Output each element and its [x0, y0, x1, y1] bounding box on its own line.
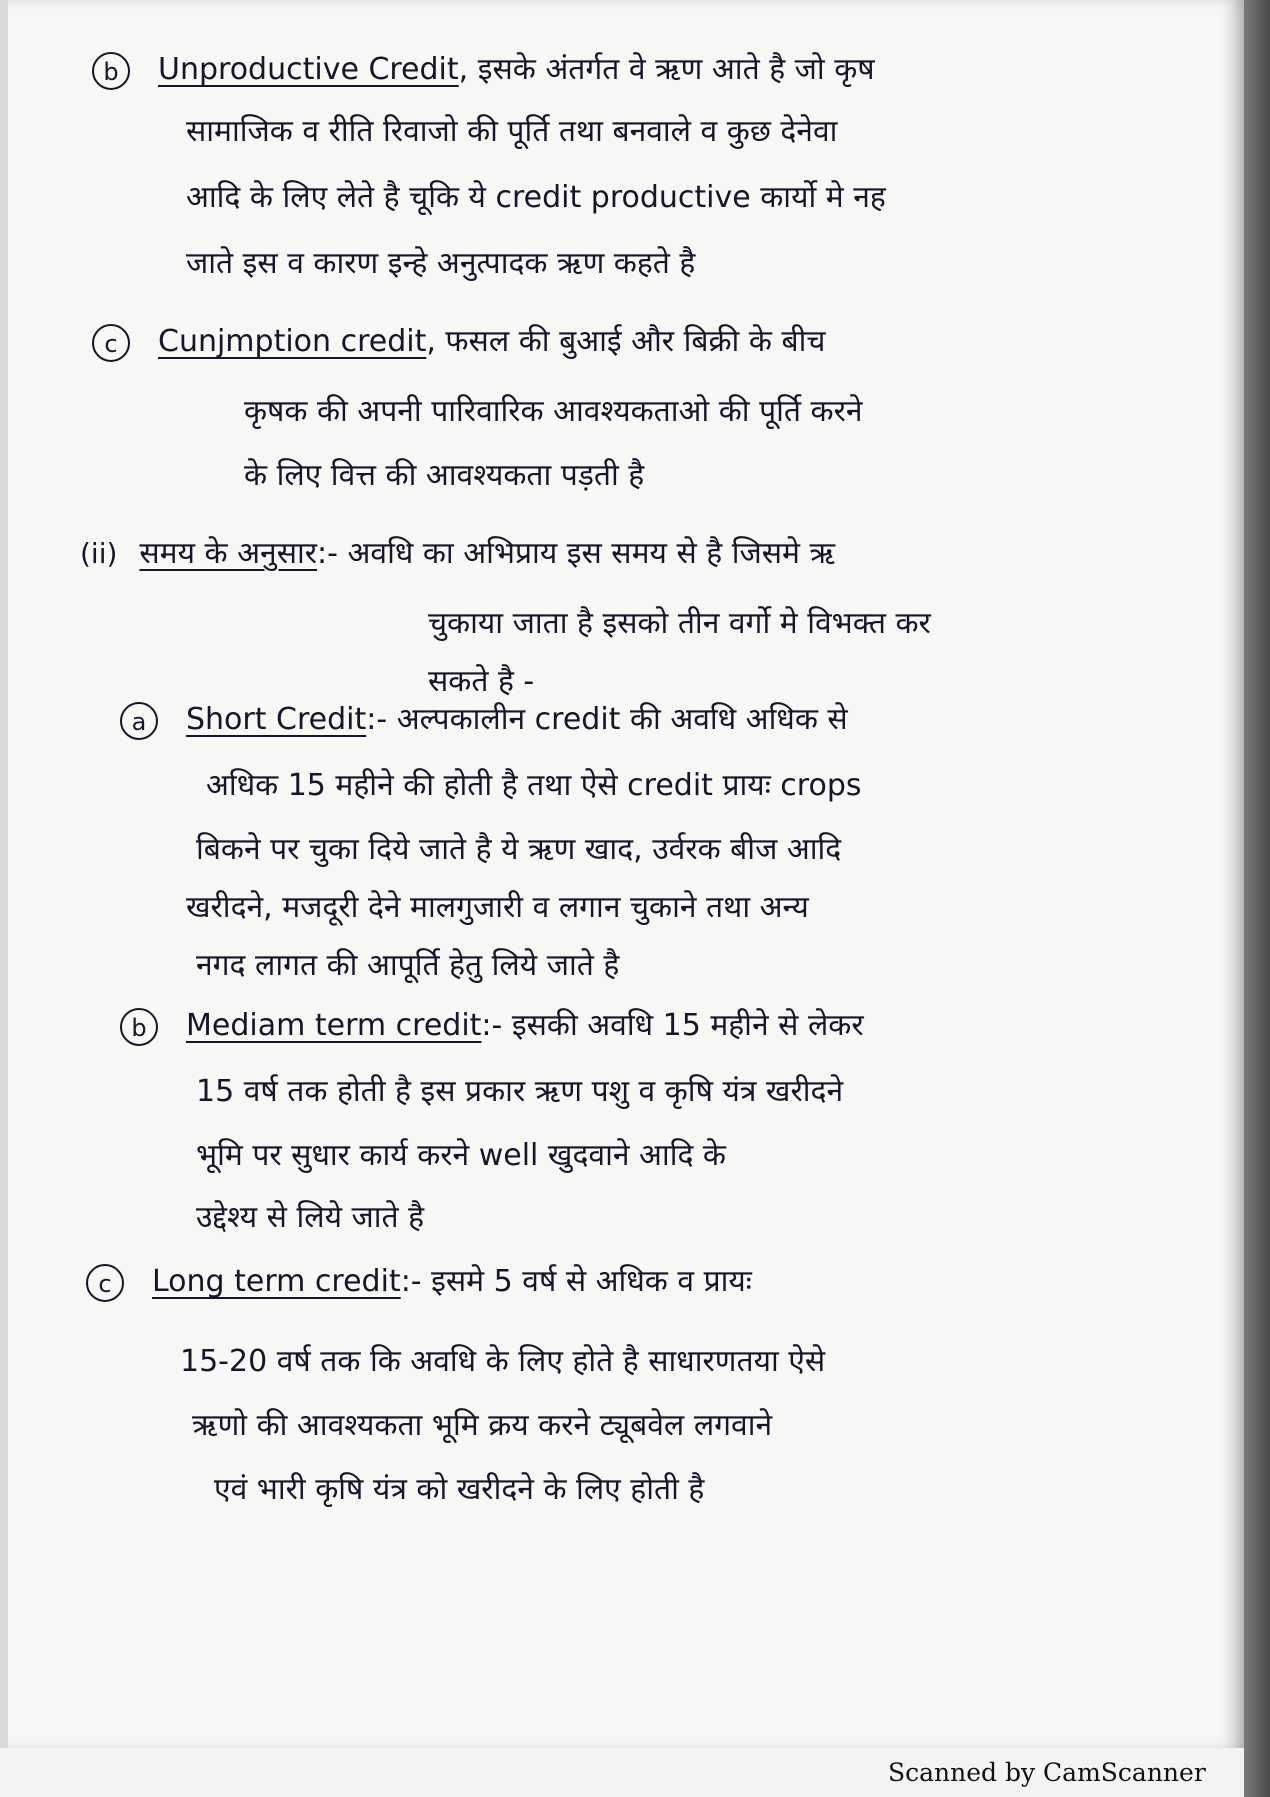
note-line — [428, 662, 534, 702]
note-line — [196, 830, 841, 870]
note-heading: Long term credit — [152, 1264, 401, 1299]
note-text: कृषक की अपनी पारिवारिक आवश्यकताओ की पूर्ति करने — [244, 394, 863, 429]
note-line — [120, 1006, 864, 1046]
note-line — [180, 1342, 825, 1382]
note-line — [186, 178, 886, 218]
section-number: (ii) — [80, 537, 118, 570]
note-line — [244, 456, 644, 496]
list-marker: a — [120, 702, 158, 740]
note-line — [186, 244, 695, 284]
list-marker: b — [120, 1008, 158, 1046]
note-line — [92, 322, 825, 362]
note-text: एवं भारी कृषि यंत्र को खरीदने के लिए होती है — [214, 1472, 705, 1507]
note-line — [428, 604, 931, 644]
note-text: , फसल की बुआई और बिक्री के बीच — [426, 324, 826, 359]
note-heading: Short Credit — [186, 702, 367, 737]
note-line — [86, 1262, 752, 1302]
list-marker: b — [92, 52, 130, 90]
list-marker: c — [86, 1264, 124, 1302]
note-text: :- अवधि का अभिप्राय इस समय से है जिसमे ऋ — [317, 536, 836, 571]
note-text: के लिए वित्त की आवश्यकता पड़ती है — [244, 458, 645, 493]
note-text: :- इसमे 5 वर्ष से अधिक व प्रायः — [400, 1264, 752, 1299]
note-text: 15 वर्ष तक होती है इस प्रकार ऋण पशु व कृषि यंत्र खरीदने — [196, 1074, 844, 1109]
note-text: ऋणो की आवश्यकता भूमि क्रय करने ट्यूबवेल लगवाने — [192, 1408, 773, 1443]
note-line — [196, 1072, 843, 1112]
page-edge-shadow — [1244, 0, 1270, 1797]
scanner-watermark: Scanned by CamScanner — [888, 1758, 1206, 1787]
note-text: जाते इस व कारण इन्हे अनुत्पादक ऋण कहते है — [186, 246, 696, 281]
note-line — [92, 50, 875, 90]
list-marker: c — [92, 324, 130, 362]
note-text: सामाजिक व रीति रिवाजो की पूर्ति तथा बनवाले व कुछ देनेवा — [186, 114, 838, 149]
note-text: खरीदने, मजदूरी देने मालगुजारी व लगान चुकाने तथा अन्य — [186, 890, 809, 925]
note-line — [196, 1198, 424, 1238]
note-line — [196, 946, 619, 986]
note-line — [206, 766, 862, 806]
note-heading: Cunjmption credit — [158, 324, 427, 359]
note-line — [192, 1406, 772, 1446]
note-line — [186, 112, 837, 152]
note-line — [120, 700, 848, 740]
note-line — [196, 1136, 726, 1176]
note-text: सकते है - — [428, 664, 535, 699]
note-text: भूमि पर सुधार कार्य करने well खुदवाने आदि के — [196, 1138, 726, 1173]
note-heading: Mediam term credit — [186, 1008, 482, 1043]
note-text: नगद लागत की आपूर्ति हेतु लिये जाते है — [196, 948, 620, 983]
note-text: आदि के लिए लेते है चूकि ये credit productive कार्यो मे नह — [186, 180, 886, 215]
note-text: :- इसकी अवधि 15 महीने से लेकर — [481, 1008, 864, 1043]
note-line — [80, 534, 835, 574]
note-text: 15-20 वर्ष तक कि अवधि के लिए होते है साधारणतया ऐसे — [180, 1344, 826, 1379]
note-text: अधिक 15 महीने की होती है तथा ऐसे credit प्रायः crops — [206, 768, 862, 803]
note-text: चुकाया जाता है इसको तीन वर्गो मे विभक्त कर — [428, 606, 931, 641]
note-text: , इसके अंतर्गत वे ऋण आते है जो कृष — [458, 52, 875, 87]
note-heading: समय के अनुसार — [139, 536, 318, 571]
note-text: :- अल्पकालीन credit की अवधि अधिक से — [366, 702, 848, 737]
note-text: बिकने पर चुका दिये जाते है ये ऋण खाद, उर्वरक बीज आदि — [196, 832, 842, 867]
note-line — [214, 1470, 704, 1510]
note-line — [186, 888, 809, 928]
note-text: उद्देश्य से लिये जाते है — [196, 1200, 425, 1235]
note-line — [244, 392, 863, 432]
note-heading: Unproductive Credit — [158, 52, 459, 87]
